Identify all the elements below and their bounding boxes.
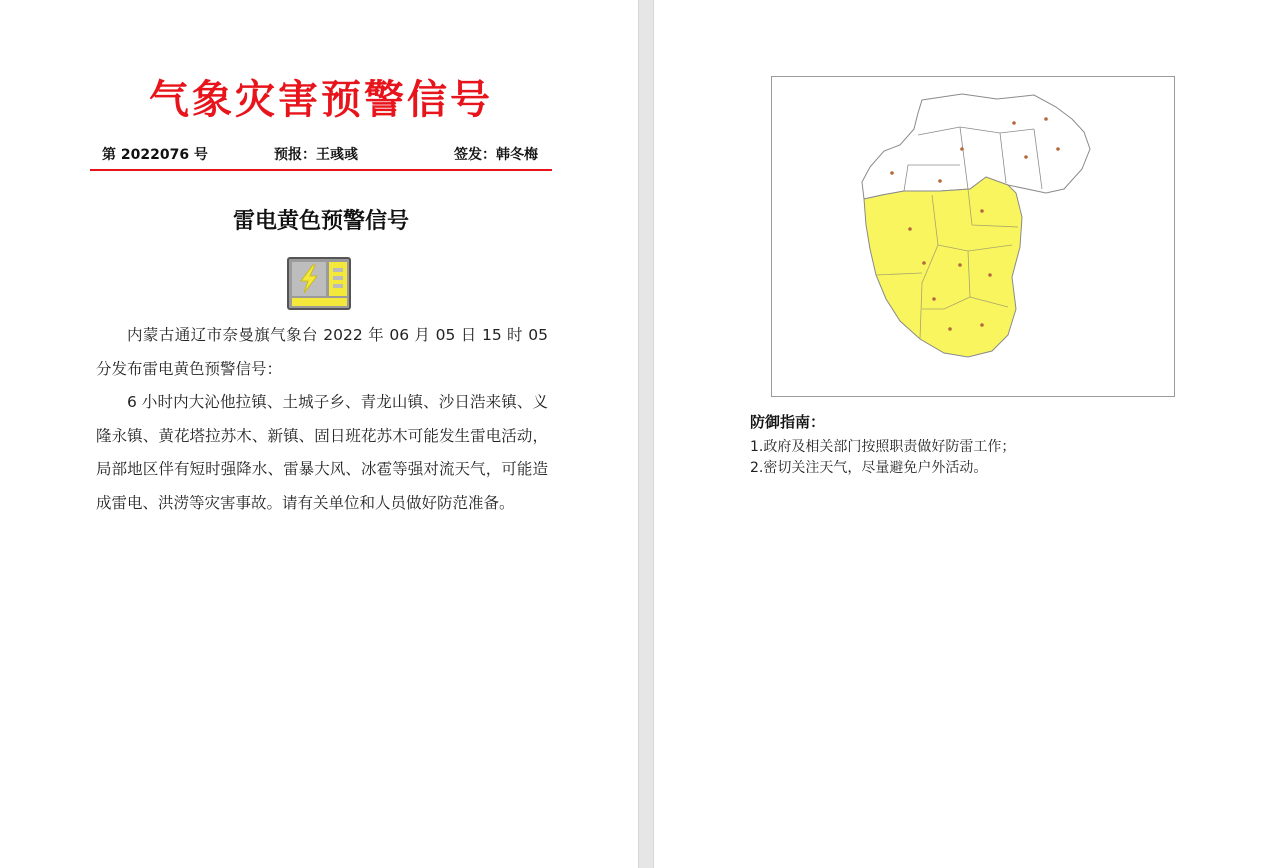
- region-map-svg: [772, 77, 1174, 396]
- map-region-warning: [864, 177, 1022, 357]
- forecaster-label: 预报：王彧彧: [274, 147, 358, 163]
- guide-item-1: 1.政府及相关部门按照职责做好防雷工作；: [750, 439, 1016, 455]
- body-paragraph-2: 6 小时内大沁他拉镇、土城子乡、青龙山镇、沙日浩来镇、义隆永镇、黄花塔拉苏木、新镇、固日班花苏木可能发生雷电活动，局部地区伴有短时强降水、雷暴大风、冰雹等强对流天气，可能造成雷电、洪涝等灾害事故。请有关单位和人员做好防范准备。: [96, 393, 548, 512]
- warning-area-map: [771, 76, 1175, 397]
- warning-body: [96, 319, 548, 520]
- title-divider: [90, 169, 552, 171]
- document-title: 气象灾害预警信号: [149, 76, 493, 123]
- issuer-label: 签发：韩冬梅: [454, 147, 538, 163]
- right-page: [654, 0, 1288, 868]
- guide-item-2: 2.密切关注天气，尽量避免户外活动。: [750, 460, 988, 476]
- left-page: [0, 0, 638, 868]
- page-gutter: [638, 0, 654, 868]
- badge-bottom-strip: [292, 298, 347, 306]
- document-meta-row: [90, 144, 552, 166]
- map-region-north: [862, 94, 1090, 199]
- lightning-bolt-icon: [292, 262, 326, 296]
- guide-list: [750, 437, 1230, 479]
- body-paragraph-1: 内蒙古通辽市奈曼旗气象台 2022 年 06 月 05 日 15 时 05 分发布雷电黄色预警信号：: [96, 326, 548, 378]
- badge-lightning-panel: [292, 262, 326, 296]
- badge-glyph-icon: [329, 262, 347, 296]
- lightning-yellow-warning-icon: [287, 257, 351, 310]
- guide-title: 防御指南：: [750, 413, 826, 431]
- document-number: 第 2022076 号: [102, 147, 208, 163]
- badge-side-panel: [329, 262, 347, 296]
- warning-title: 雷电黄色预警信号: [232, 209, 409, 234]
